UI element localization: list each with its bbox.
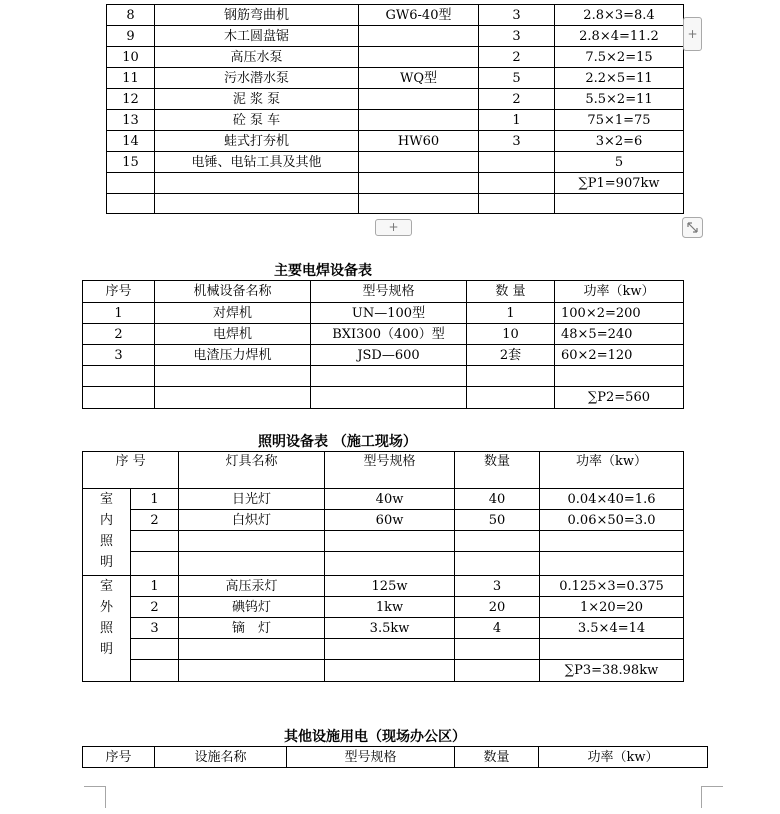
equipment-name (155, 194, 359, 214)
model-spec (311, 366, 467, 387)
table-header-row (83, 281, 684, 303)
table-row (107, 5, 684, 26)
total-power: ∑P3=38.98kw (540, 660, 684, 682)
model-spec: WQ型 (359, 68, 479, 89)
power: 1×20=20 (540, 597, 684, 618)
add-column-button[interactable]: + (683, 17, 702, 51)
row-no (83, 366, 155, 387)
quantity (479, 152, 555, 173)
equipment-name (155, 366, 311, 387)
table-row (107, 152, 684, 173)
row-no (107, 194, 155, 214)
model-spec: HW60 (359, 131, 479, 152)
welding-table (82, 280, 684, 409)
model-spec (359, 110, 479, 131)
model-spec: 40w (325, 489, 455, 510)
power: 3.5×4=14 (540, 618, 684, 639)
row-no: 2 (131, 510, 179, 531)
table-row (83, 510, 684, 531)
model-spec: UN—100型 (311, 303, 467, 324)
quantity (479, 173, 555, 194)
power: 2.8×3=8.4 (555, 5, 684, 26)
equipment-name: 钢筋弯曲机 (155, 5, 359, 26)
row-no: 11 (107, 68, 155, 89)
header-no: 序号 (83, 747, 155, 768)
header-quantity: 数 量 (467, 281, 555, 303)
lamp-name (179, 552, 325, 576)
power (540, 639, 684, 660)
equipment-name: 砼 泵 车 (155, 110, 359, 131)
quantity: 50 (455, 510, 540, 531)
quantity: 10 (467, 324, 555, 345)
resize-table-icon[interactable] (682, 217, 704, 239)
power: 100×2=200 (555, 303, 684, 324)
quantity: 20 (455, 597, 540, 618)
lamp-name: 碘钨灯 (179, 597, 325, 618)
equipment-name: 电锤、电钻工具及其他 (155, 152, 359, 173)
table-row (107, 47, 684, 68)
quantity (455, 639, 540, 660)
model-spec (359, 194, 479, 214)
row-no: 1 (83, 303, 155, 324)
header-no: 序号 (83, 281, 155, 303)
header-quantity: 数量 (455, 747, 539, 768)
table-row (83, 531, 684, 552)
model-spec: 125w (325, 576, 455, 597)
table-row (107, 68, 684, 89)
power: 5.5×2=11 (555, 89, 684, 110)
model-spec (311, 387, 467, 409)
margin-corner-mark-right (701, 786, 723, 808)
row-no: 2 (83, 324, 155, 345)
row-no: 15 (107, 152, 155, 173)
table-row (83, 345, 684, 366)
quantity (455, 531, 540, 552)
row-no: 10 (107, 47, 155, 68)
quantity: 4 (455, 618, 540, 639)
equipment-name: 高压水泵 (155, 47, 359, 68)
equipment-name: 电焊机 (155, 324, 311, 345)
power (555, 194, 684, 214)
power: 5 (555, 152, 684, 173)
row-no (131, 639, 179, 660)
total-power: ∑P2=560 (555, 387, 684, 409)
quantity: 40 (455, 489, 540, 510)
row-no (131, 531, 179, 552)
model-spec (359, 173, 479, 194)
power: 75×1=75 (555, 110, 684, 131)
lamp-name: 镝 灯 (179, 618, 325, 639)
power (540, 552, 684, 576)
row-no: 14 (107, 131, 155, 152)
power: 2.2×5=11 (555, 68, 684, 89)
equipment-name: 木工圆盘锯 (155, 26, 359, 47)
row-no: 8 (107, 5, 155, 26)
power (540, 531, 684, 552)
row-no: 12 (107, 89, 155, 110)
model-spec (359, 26, 479, 47)
lamp-name (179, 660, 325, 682)
row-no: 3 (131, 618, 179, 639)
lighting-table (82, 451, 684, 682)
margin-corner-mark-left (84, 786, 106, 808)
quantity (467, 366, 555, 387)
quantity (455, 552, 540, 576)
quantity: 3 (455, 576, 540, 597)
header-no: 序 号 (83, 452, 179, 489)
machinery-table (106, 4, 684, 214)
model-spec (325, 639, 455, 660)
quantity (479, 194, 555, 214)
table-row (107, 26, 684, 47)
header-facility-name: 设施名称 (155, 747, 287, 768)
table-row (83, 597, 684, 618)
table-header-row (83, 747, 708, 768)
lighting-table-title: 照明设备表 （施工现场） (258, 434, 417, 450)
quantity: 2 (479, 89, 555, 110)
header-power: 功率（kw） (539, 747, 708, 768)
add-row-button[interactable]: + (375, 219, 412, 236)
table-row (107, 110, 684, 131)
table-row (83, 489, 684, 510)
header-equipment-name: 机械设备名称 (155, 281, 311, 303)
total-power: ∑P1=907kw (555, 173, 684, 194)
model-spec (325, 531, 455, 552)
row-no: 1 (131, 576, 179, 597)
row-no (131, 660, 179, 682)
quantity: 5 (479, 68, 555, 89)
header-model-spec: 型号规格 (325, 452, 455, 489)
quantity: 3 (479, 5, 555, 26)
row-no: 9 (107, 26, 155, 47)
row-no (107, 173, 155, 194)
table-row (83, 576, 684, 597)
outdoor-lighting-group: 室外照明 (83, 576, 131, 682)
model-spec: GW6-40型 (359, 5, 479, 26)
table-header-row (83, 452, 684, 489)
table-row (83, 366, 684, 387)
header-model-spec: 型号规格 (287, 747, 455, 768)
header-quantity: 数量 (455, 452, 540, 489)
quantity: 1 (467, 303, 555, 324)
table-row (83, 303, 684, 324)
row-no (83, 387, 155, 409)
quantity: 1 (479, 110, 555, 131)
power: 60×2=120 (555, 345, 684, 366)
office-table-title: 其他设施用电（现场办公区） (284, 729, 466, 745)
model-spec (325, 552, 455, 576)
row-no: 13 (107, 110, 155, 131)
power: 0.06×50=3.0 (540, 510, 684, 531)
equipment-name (155, 173, 359, 194)
table-row (83, 639, 684, 660)
table-row (107, 89, 684, 110)
table-row (107, 131, 684, 152)
model-spec: 3.5kw (325, 618, 455, 639)
model-spec (359, 89, 479, 110)
equipment-name: 对焊机 (155, 303, 311, 324)
quantity: 2 (479, 47, 555, 68)
header-power: 功率（kw） (555, 281, 684, 303)
model-spec (325, 660, 455, 682)
lamp-name (179, 639, 325, 660)
lamp-name: 日光灯 (179, 489, 325, 510)
model-spec: 60w (325, 510, 455, 531)
equipment-name (155, 387, 311, 409)
quantity (467, 387, 555, 409)
lamp-name (179, 531, 325, 552)
equipment-name: 蛙式打夯机 (155, 131, 359, 152)
header-lamp-name: 灯具名称 (179, 452, 325, 489)
equipment-name: 电渣压力焊机 (155, 345, 311, 366)
equipment-name: 污水潜水泵 (155, 68, 359, 89)
header-power: 功率（kw） (540, 452, 684, 489)
power: 3×2=6 (555, 131, 684, 152)
row-no: 1 (131, 489, 179, 510)
table-row (107, 194, 684, 214)
power: 0.04×40=1.6 (540, 489, 684, 510)
quantity: 3 (479, 131, 555, 152)
table-row (83, 324, 684, 345)
office-table (82, 746, 708, 768)
power: 0.125×3=0.375 (540, 576, 684, 597)
quantity: 2套 (467, 345, 555, 366)
row-no: 2 (131, 597, 179, 618)
model-spec: JSD—600 (311, 345, 467, 366)
table-row (107, 173, 684, 194)
row-no (131, 552, 179, 576)
model-spec (359, 47, 479, 68)
power: 2.8×4=11.2 (555, 26, 684, 47)
table-row (83, 660, 684, 682)
model-spec (359, 152, 479, 173)
welding-table-title: 主要电焊设备表 (274, 263, 372, 279)
header-model-spec: 型号规格 (311, 281, 467, 303)
power: 7.5×2=15 (555, 47, 684, 68)
table-row (83, 618, 684, 639)
equipment-name: 泥 浆 泵 (155, 89, 359, 110)
table-row (83, 552, 684, 576)
row-no: 3 (83, 345, 155, 366)
indoor-lighting-group: 室内照明 (83, 489, 131, 576)
lamp-name: 白炽灯 (179, 510, 325, 531)
power (555, 366, 684, 387)
quantity: 3 (479, 26, 555, 47)
quantity (455, 660, 540, 682)
model-spec: 1kw (325, 597, 455, 618)
table-row (83, 387, 684, 409)
power: 48×5=240 (555, 324, 684, 345)
model-spec: BXI300（400）型 (311, 324, 467, 345)
lamp-name: 高压汞灯 (179, 576, 325, 597)
